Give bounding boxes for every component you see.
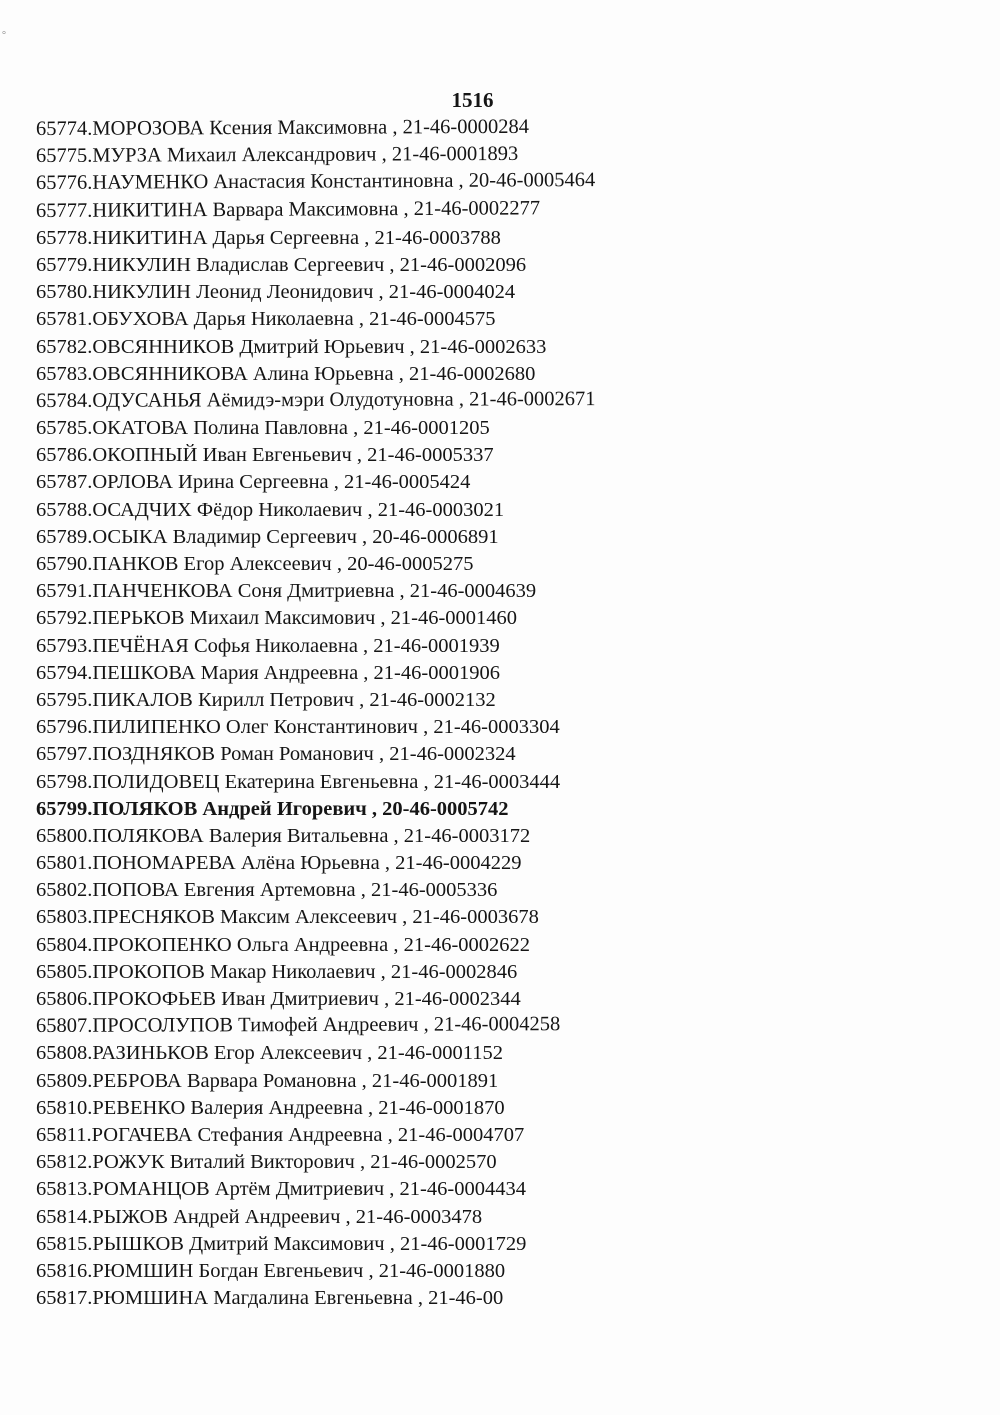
list-item: 65779.НИКУЛИН Владислав Сергеевич , 21-46-0002096 — [36, 253, 527, 276]
list-item: 65781.ОБУХОВА Дарья Николаевна , 21-46-0004575 — [36, 308, 496, 331]
list-item: 65793.ПЕЧЁНАЯ Софья Николаевна , 21-46-0001939 — [36, 634, 500, 657]
list-item: 65803.ПРЕСНЯКОВ Максим Алексеевич , 21-46-0003678 — [36, 906, 539, 929]
list-item: 65806.ПРОКОФЬЕВ Иван Дмитриевич , 21-46-0002344 — [36, 988, 521, 1010]
list-item: 65795.ПИКАЛОВ Кирилл Петрович , 21-46-0002132 — [36, 688, 496, 711]
corner-mark: ° — [2, 30, 6, 41]
list-item: 65792.ПЕРЬКОВ Михаил Максимович , 21-46-0001460 — [36, 607, 518, 630]
list-item: 65799.ПОЛЯКОВ Андрей Игоревич , 20-46-0005742 — [36, 797, 509, 820]
list-item: 65782.ОВСЯННИКОВ Дмитрий Юрьевич , 21-46-0002633 — [36, 335, 547, 358]
list-item: 65780.НИКУЛИН Леонид Леонидович , 21-46-0004024 — [36, 281, 516, 304]
list-item: 65807.ПРОСОЛУПОВ Тимофей Андреевич , 21-46-0004258 — [35, 1013, 561, 1038]
list-item: 65784.ОДУСАНЬЯ Аёмидэ-мэри Олудотуновна , 21-46-0002671 — [35, 387, 596, 412]
list-item: 65817.РЮМШИНА Магдалина Евгеньевна , 21-46-00 — [36, 1287, 504, 1310]
list-item: 65815.РЫШКОВ Дмитрий Максимович , 21-46-0001729 — [36, 1232, 527, 1255]
list-item: 65800.ПОЛЯКОВА Валерия Витальевна , 21-46-0003172 — [36, 824, 531, 847]
list-item: 65785.ОКАТОВА Полина Павловна , 21-46-0001205 — [36, 417, 490, 440]
list-item: 65801.ПОНОМАРЕВА Алёна Юрьевна , 21-46-0004229 — [36, 852, 522, 875]
list-item: 65796.ПИЛИПЕНКО Олег Константинович , 21-46-0003304 — [36, 716, 560, 739]
list-item: 65808.РАЗИНЬКОВ Егор Алексеевич , 21-46-0001152 — [36, 1042, 504, 1065]
list-item: 65790.ПАНКОВ Егор Алексеевич , 20-46-0005275 — [36, 553, 474, 575]
list-item: 65816.РЮМШИН Богдан Евгеньевич , 21-46-0001880 — [36, 1259, 506, 1282]
list-item: 65783.ОВСЯННИКОВА Алина Юрьевна , 21-46-0002680 — [36, 362, 536, 385]
list-item: 65814.РЫЖОВ Андрей Андреевич , 21-46-0003478 — [36, 1205, 483, 1228]
list-item: 65810.РЕВЕНКО Валерия Андреевна , 21-46-0001870 — [36, 1096, 505, 1119]
list-item: 65804.ПРОКОПЕНКО Ольга Андреевна , 21-46-0002622 — [36, 933, 531, 956]
list-item: 65789.ОСЫКА Владимир Сергеевич , 20-46-0006891 — [36, 525, 499, 548]
page-number: 1516 — [451, 88, 494, 112]
list-item: 65811.РОГАЧЕВА Стефания Андреевна , 21-46-0004707 — [36, 1123, 525, 1146]
list-item: 65791.ПАНЧЕНКОВА Соня Дмитриевна , 21-46-0004639 — [36, 580, 537, 603]
list-item: 65778.НИКИТИНА Дарья Сергеевна , 21-46-0003788 — [36, 226, 501, 249]
list-item: 65812.РОЖУК Виталий Викторович , 21-46-0002570 — [36, 1151, 497, 1174]
list-item: 65775.МУРЗА Михаил Александрович , 21-46-0001893 — [35, 143, 519, 168]
list-item: 65802.ПОПОВА Евгения Артемовна , 21-46-0005336 — [36, 879, 498, 902]
list-item: 65788.ОСАДЧИХ Фёдор Николаевич , 21-46-0003021 — [36, 498, 505, 521]
list-item: 65786.ОКОПНЫЙ Иван Евгеньевич , 21-46-0005337 — [36, 444, 494, 467]
list-item: 65797.ПОЗДНЯКОВ Роман Романович , 21-46-0002324 — [36, 743, 516, 766]
list-item: 65798.ПОЛИДОВЕЦ Екатерина Евгеньевна , 21-46-0003444 — [36, 770, 561, 793]
list-item: 65794.ПЕШКОВА Мария Андреевна , 21-46-0001906 — [36, 661, 500, 684]
list-item: 65787.ОРЛОВА Ирина Сергеевна , 21-46-0005424 — [36, 471, 471, 494]
list-item: 65777.НИКИТИНА Варвара Максимовна , 21-46-0002277 — [35, 196, 541, 222]
list-item: 65813.РОМАНЦОВ Артём Дмитриевич , 21-46-0004434 — [36, 1178, 526, 1201]
list-item: 65809.РЕБРОВА Варвара Романовна , 21-46-0001891 — [36, 1069, 499, 1092]
entry-list — [36, 116, 596, 1312]
list-item: 65774.МОРОЗОВА Ксения Максимовна , 21-46-0000284 — [35, 115, 529, 140]
list-item: 65805.ПРОКОПОВ Макар Николаевич , 21-46-0002846 — [36, 960, 518, 983]
list-item: 65776.НАУМЕНКО Анастасия Константиновна , 20-46-0005464 — [35, 169, 596, 195]
